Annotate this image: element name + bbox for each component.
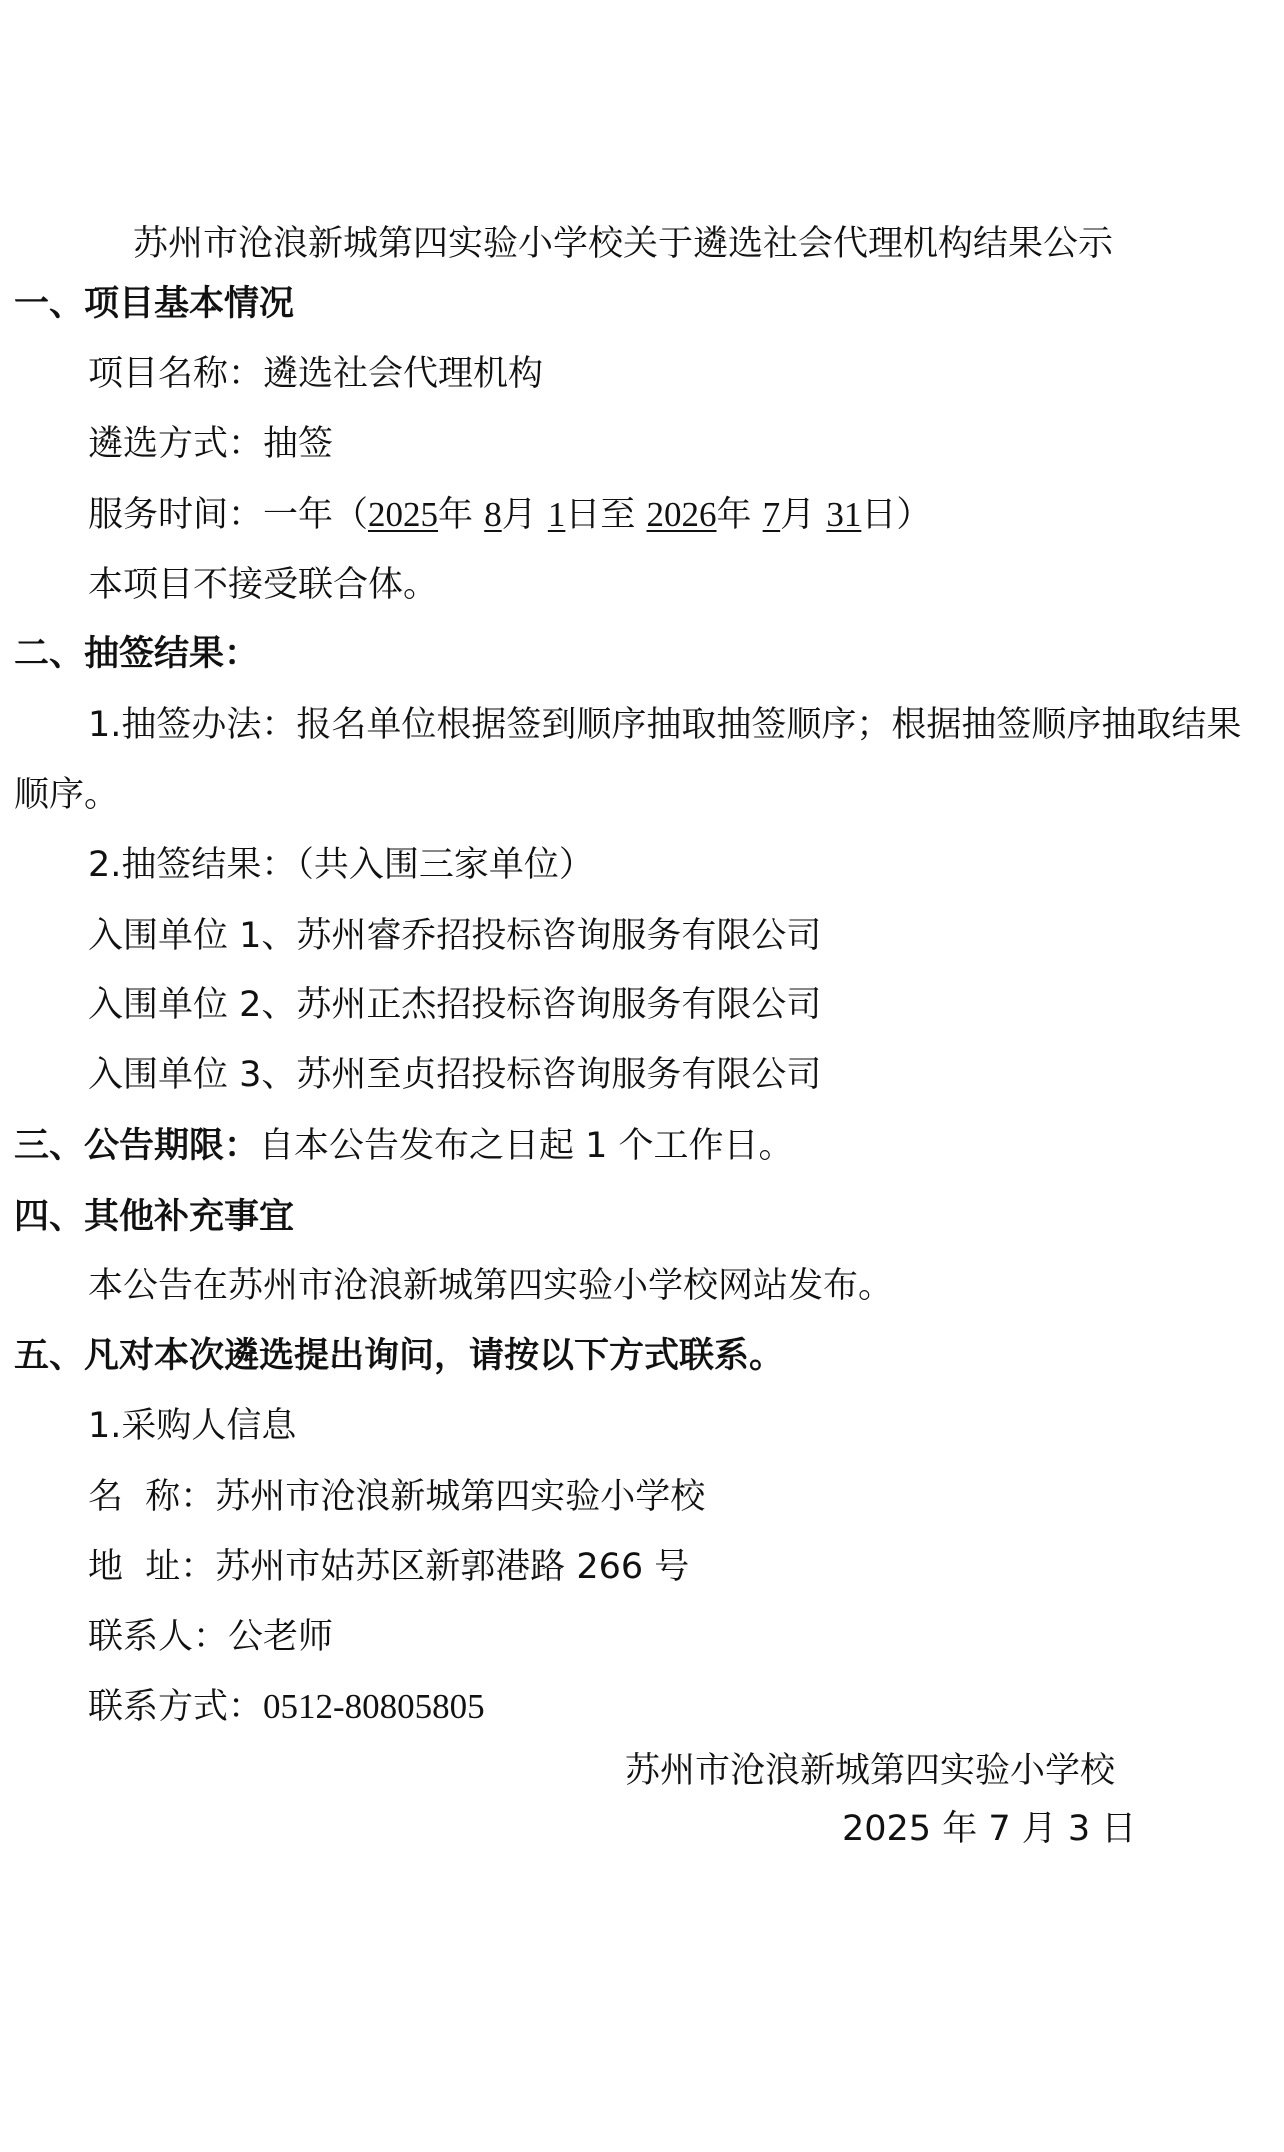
start-day: 1 — [547, 495, 566, 534]
project-name-row — [88, 352, 543, 396]
start-year: 2025 — [368, 495, 439, 534]
unit-month-1: 月 — [501, 495, 537, 535]
section4-text: 本公告在苏州市沧浪新城第四实验小学校网站发布。 — [88, 1266, 894, 1306]
purchaser-contact: 联系人：公老师 — [88, 1617, 334, 1657]
to-text: 日至 — [565, 495, 636, 535]
section5-heading: 五、凡对本次遴选提出询问，请按以下方式联系。 — [14, 1336, 785, 1376]
purchaser-name: 名 称：苏州市沧浪新城第四实验小学校 — [88, 1477, 706, 1517]
purchaser-info-heading: 1.采购人信息 — [88, 1406, 297, 1446]
section3-text: 自本公告发布之日起 1 个工作日。 — [259, 1126, 794, 1166]
end-month: 7 — [762, 495, 781, 534]
unit-month-2: 月 — [780, 495, 816, 535]
section4-heading: 四、其他补充事宜 — [14, 1197, 295, 1237]
section3-heading: 三、公告期限： — [14, 1126, 260, 1166]
finalist-2: 入围单位 2、苏州正杰招投标咨询服务有限公司 — [88, 985, 822, 1025]
service-time-row — [88, 493, 931, 537]
service-time-suffix: 日） — [861, 495, 932, 535]
section1-heading: 一、项目基本情况 — [14, 284, 295, 324]
unit-year-1: 年 — [438, 495, 474, 535]
draw-result-summary: 2.抽签结果：（共入围三家单位） — [88, 845, 594, 885]
unit-year-2: 年 — [716, 495, 752, 535]
finalist-3: 入围单位 3、苏州至贞招投标咨询服务有限公司 — [88, 1055, 822, 1095]
section2-heading: 二、抽签结果： — [14, 634, 260, 674]
signature-org: 苏州市沧浪新城第四实验小学校 — [625, 1751, 1116, 1791]
project-name-label: 项目名称： — [88, 354, 264, 394]
method-row — [88, 422, 333, 466]
phone-label: 联系方式： — [88, 1687, 264, 1727]
phone-value: 0512-80805805 — [263, 1687, 485, 1726]
end-day: 31 — [826, 495, 862, 534]
section3-row — [14, 1124, 794, 1168]
draw-method-line1: 1.抽签办法：报名单位根据签到顺序抽取抽签顺序；根据抽签顺序抽取结果 — [88, 705, 1242, 745]
draw-method-line2: 顺序。 — [14, 775, 120, 815]
finalist-1: 入围单位 1、苏州睿乔招投标咨询服务有限公司 — [88, 916, 822, 956]
purchaser-phone-row — [88, 1685, 485, 1729]
purchaser-address: 地 址：苏州市姑苏区新郭港路 266 号 — [88, 1547, 690, 1587]
end-year: 2026 — [646, 495, 717, 534]
method-value: 抽签 — [263, 424, 334, 464]
start-month: 8 — [484, 495, 502, 534]
document-title: 苏州市沧浪新城第四实验小学校关于遴选社会代理机构结果公示 — [133, 224, 1114, 264]
service-time-prefix: 一年（ — [263, 495, 369, 535]
method-label: 遴选方式： — [88, 424, 264, 464]
signature-date: 2025 年 7 月 3 日 — [842, 1809, 1137, 1849]
service-time-label: 服务时间： — [88, 495, 264, 535]
project-name-value: 遴选社会代理机构 — [263, 354, 544, 394]
consortium-note: 本项目不接受联合体。 — [88, 565, 439, 605]
